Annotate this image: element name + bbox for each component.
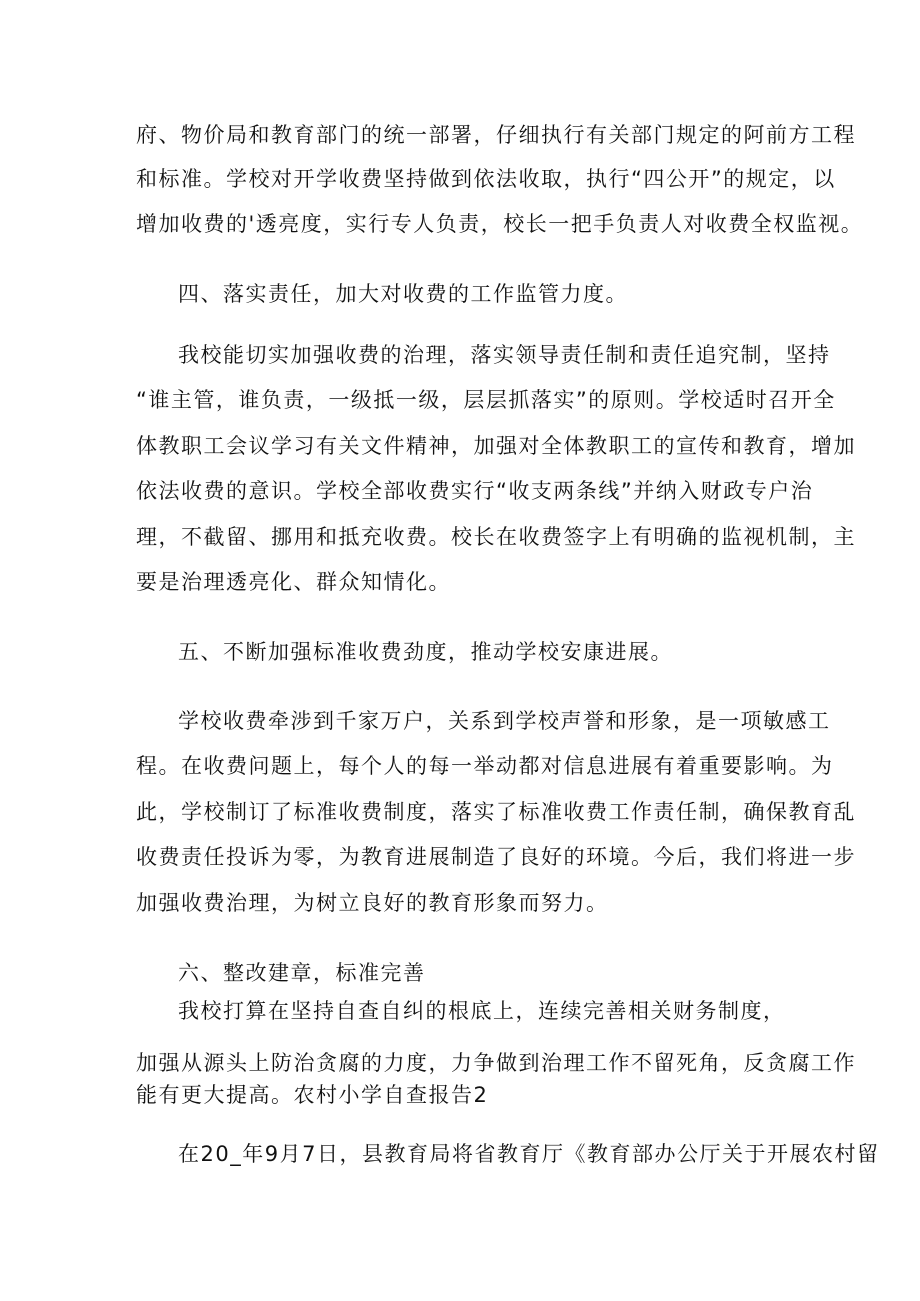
paragraph-line: 此，学校制订了标准收费制度，落实了标准收费工作责任制，确保教育乱 xyxy=(136,800,856,824)
paragraph-line: 加强收费治理，为树立良好的教育形象而努力。 xyxy=(136,891,609,915)
paragraph-line: 学校收费牵涉到千家万户，关系到学校声誉和形象，是一项敏感工 xyxy=(178,709,831,733)
paragraph-line: 程。在收费问题上，每个人的每一举动都对信息进展有着重要影响。为 xyxy=(136,754,834,778)
section-heading: 四、落实责任，加大对收费的工作监管力度。 xyxy=(178,282,628,306)
paragraph-line: 加强从源头上防治贪腐的力度，力争做到治理工作不留死角，反贪腐工作 xyxy=(136,1051,856,1075)
paragraph-line: 我校打算在坚持自查自纠的根底上，连续完善相关财务制度， xyxy=(178,999,786,1023)
paragraph-line: 能有更大提高。农村小学自查报告2 xyxy=(136,1083,489,1107)
paragraph-line: 理，不截留、挪用和抵充收费。校长在收费签字上有明确的监视机制，主 xyxy=(136,525,856,549)
paragraph-line: 体教职工会议学习有关文件精神，加强对全体教职工的宣传和教育，增加 xyxy=(136,434,856,458)
paragraph-line: 依法收费的意识。学校全部收费实行“收支两条线”并纳入财政专户治 xyxy=(136,479,814,503)
paragraph-line: “谁主管，谁负责，一级抵一级，层层抓落实”的原则。学校适时召开全 xyxy=(136,388,836,412)
paragraph-line: 在20_年9月7日，县教育局将省教育厅《教育部办公厅关于开展农村留 xyxy=(178,1142,880,1166)
paragraph-line: 增加收费的'透亮度，实行专人负责，校长一把手负责人对收费全权监视。 xyxy=(136,212,864,236)
paragraph-line: 我校能切实加强收费的治理，落实领导责任制和责任追究制，坚持 xyxy=(178,343,831,367)
paragraph-line: 和标准。学校对开学收费坚持做到依法收取，执行“四公开”的规定，以 xyxy=(136,167,836,191)
paragraph-line: 府、物价局和教育部门的统一部署，仔细执行有关部门规定的阿前方工程 xyxy=(136,123,856,147)
section-heading: 五、不断加强标准收费劲度，推动学校安康进展。 xyxy=(178,640,673,664)
paragraph-line: 要是治理透亮化、群众知情化。 xyxy=(136,570,451,594)
section-heading: 六、整改建章，标准完善 xyxy=(178,961,426,985)
paragraph-line: 收费责任投诉为零，为教育进展制造了良好的环境。今后，我们将进一步 xyxy=(136,845,856,869)
